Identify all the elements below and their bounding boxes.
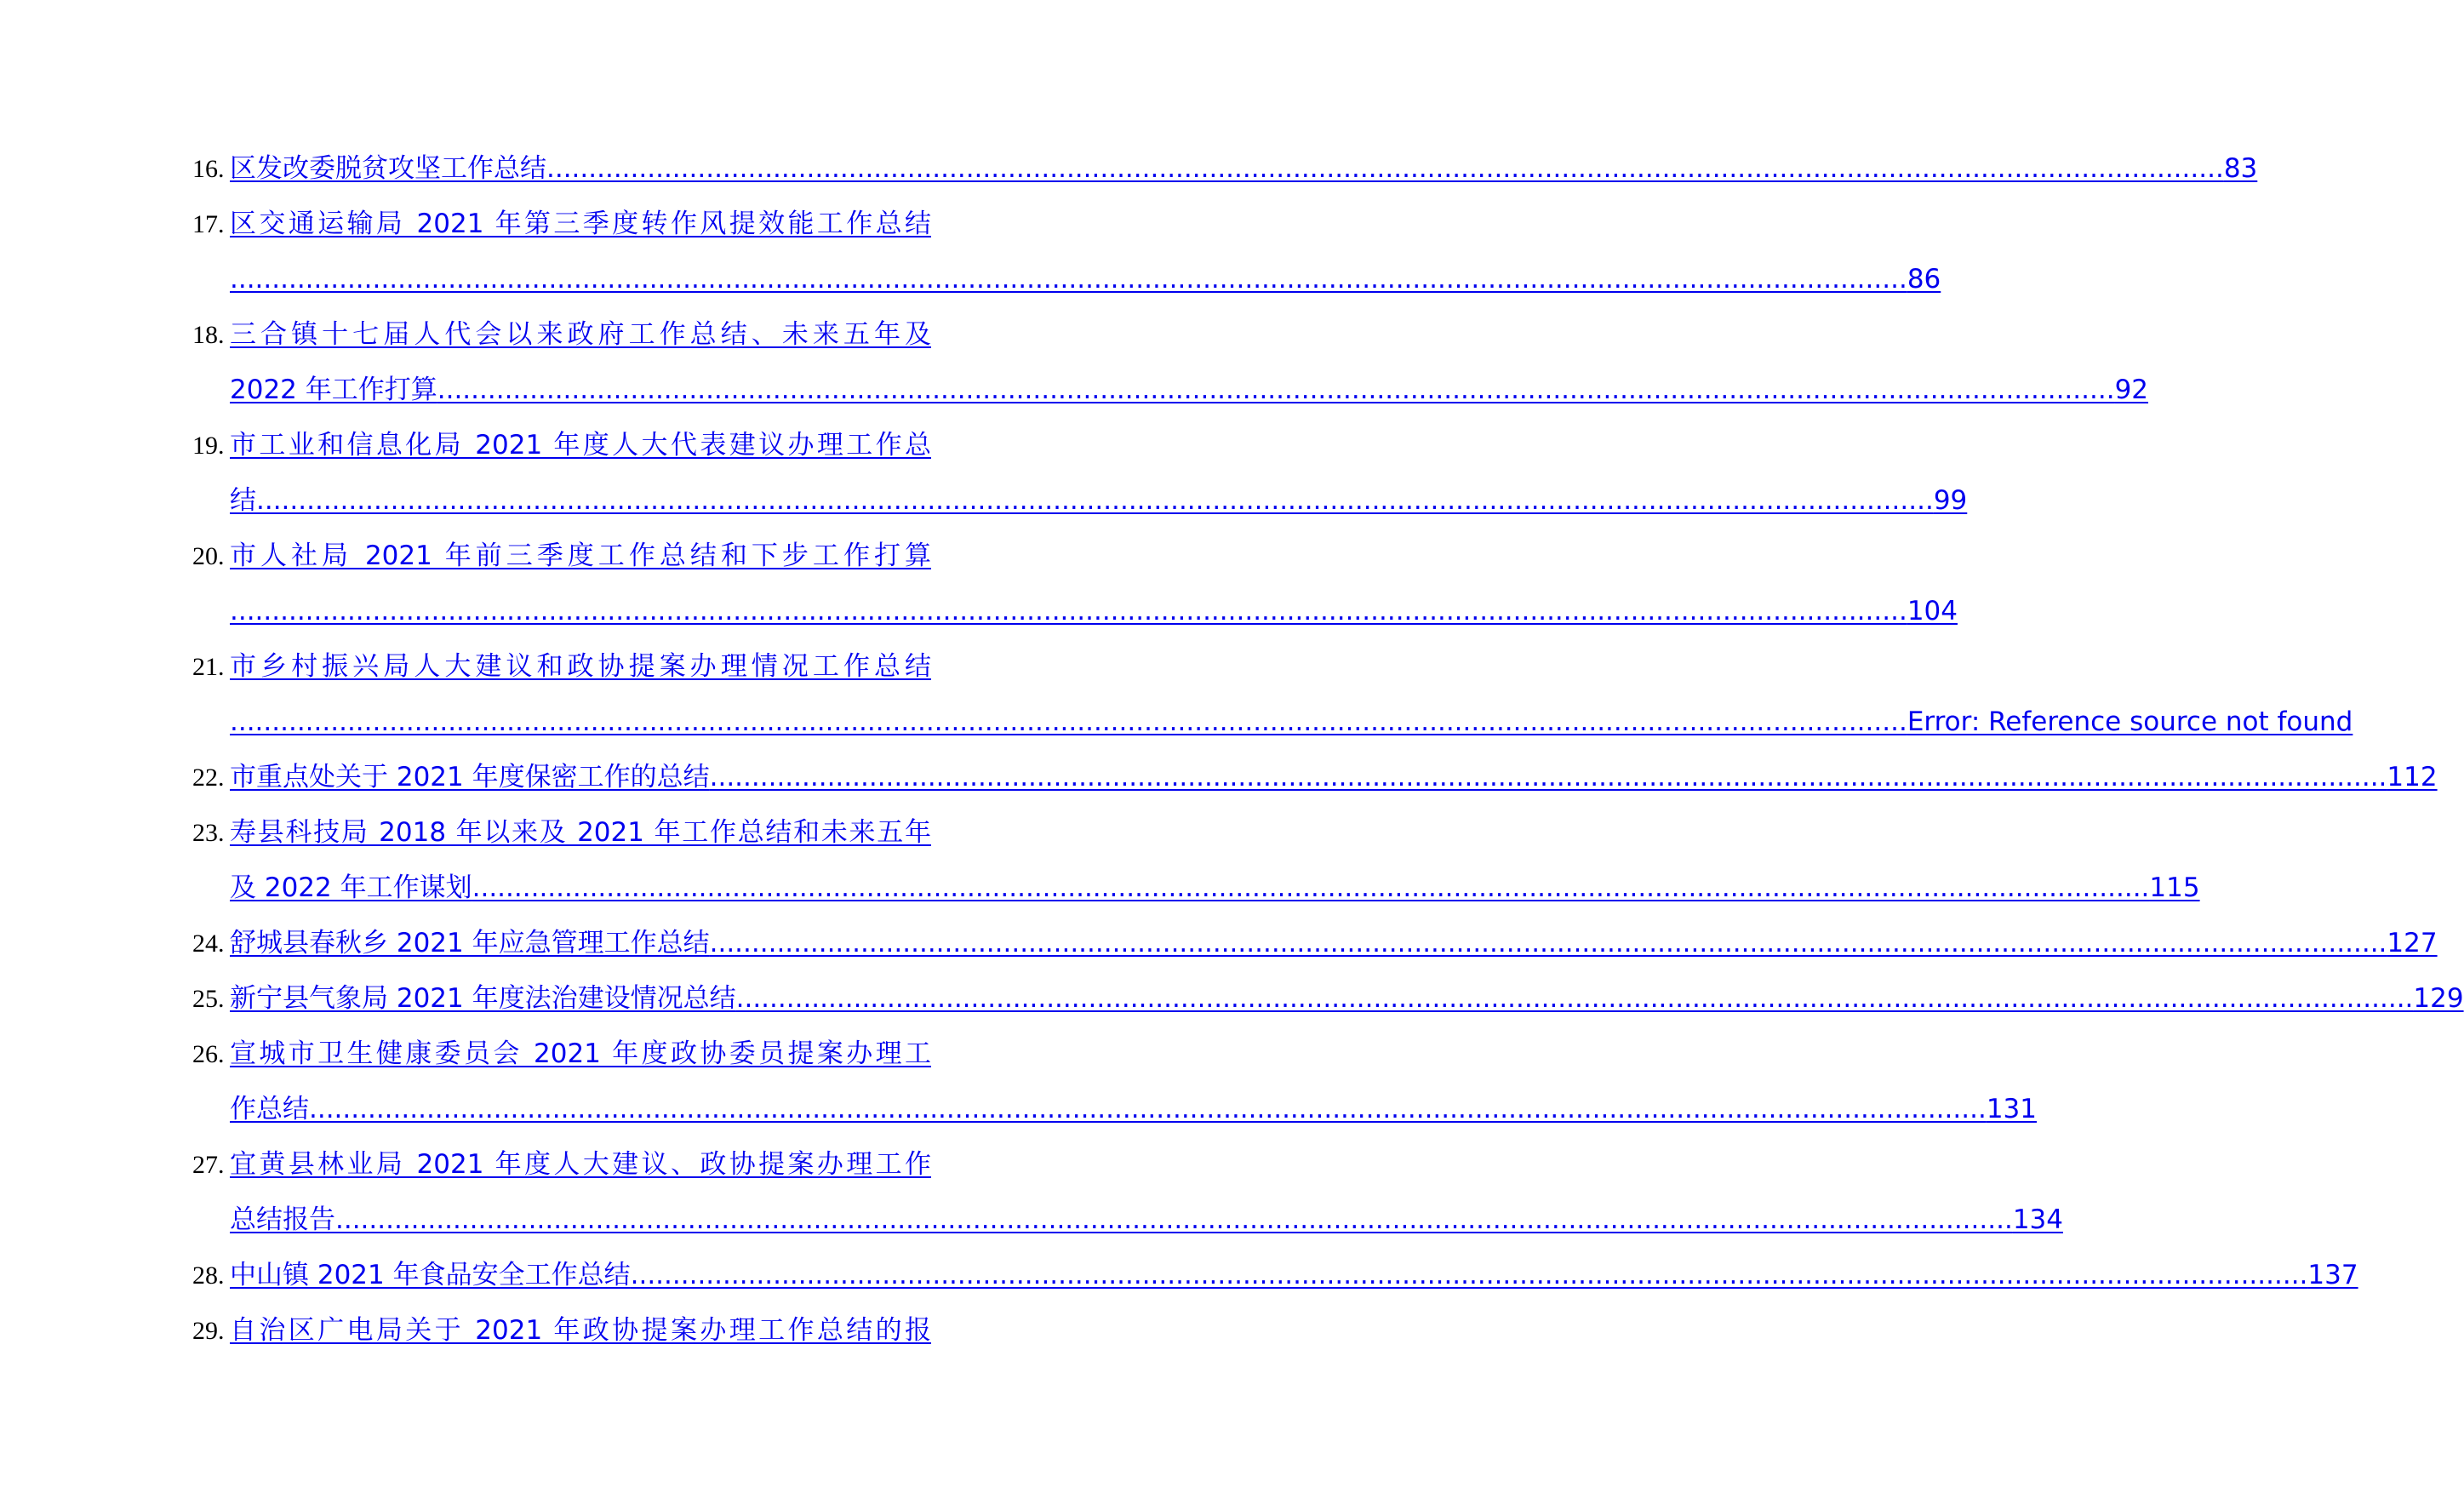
toc-entry-title-line[interactable]: 寿县科技局 2018 年以来及 2021 年工作总结和未来五年 (230, 817, 931, 848)
toc-entry-page-line[interactable] (230, 363, 2149, 418)
toc-entry-title-tail[interactable]: 市重点处关于 2021 年度保密工作的总结 (230, 762, 710, 792)
toc-entry (192, 805, 2200, 916)
toc-entry-title-line[interactable]: 区交通运输局 2021 年第三季度转作风提效能工作总结 (230, 209, 931, 239)
toc-leader-dots: ........................................................................................................................................................................................................ (709, 928, 2387, 958)
toc-leader-dots: ........................................................................................................................................................................................................ (546, 153, 2224, 184)
toc-entry-link[interactable] (230, 1303, 931, 1359)
toc-leader-dots: ........................................................................................................................................................................................................ (335, 1204, 2013, 1235)
toc-entry (192, 307, 2149, 418)
toc-entry-title-line[interactable]: 自治区广电局关于 2021 年政协提案办理工作总结的报 (230, 1315, 931, 1346)
toc-entry-number: 17. (192, 210, 225, 238)
toc-entry-page-line[interactable] (230, 971, 2464, 1027)
toc-entry-number: 23. (192, 819, 225, 847)
toc-entry-title-line[interactable]: 三合镇十七届人代会以来政府工作总结、未来五年及 (230, 319, 931, 350)
toc-entry (192, 529, 1958, 639)
toc-entry-page-line[interactable] (230, 1082, 2037, 1137)
toc-page-number[interactable]: 131 (1986, 1094, 2037, 1124)
toc-entry (192, 971, 2464, 1027)
toc-entry-title-tail[interactable]: 2022 年工作打算 (230, 375, 437, 405)
toc-entry-number: 21. (192, 653, 225, 681)
toc-entry-link[interactable] (230, 197, 1941, 307)
toc-entry-number: 16. (192, 155, 225, 183)
toc-entry-title-tail[interactable]: 作总结 (230, 1094, 309, 1124)
toc-entry-title-line[interactable]: 宜黄县林业局 2021 年度人大建议、政协提案办理工作 (230, 1149, 931, 1180)
toc-entry-link[interactable] (230, 805, 2200, 916)
toc-entry-page-line[interactable] (230, 916, 2438, 971)
toc-entry-page-line[interactable] (230, 252, 1941, 307)
toc-entry-link[interactable] (230, 529, 1958, 639)
toc-entry-link[interactable] (230, 141, 2258, 197)
toc-entry-number: 18. (192, 321, 225, 349)
toc-entry-number: 22. (192, 764, 225, 792)
toc-page-number[interactable]: Error: Reference source not found (1907, 706, 2353, 737)
toc-leader-dots: ........................................................................................................................................................................................................ (256, 485, 1934, 516)
toc-entry-title-line[interactable]: 宣城市卫生健康委员会 2021 年度政协委员提案办理工 (230, 1038, 931, 1069)
toc-leader-dots: ........................................................................................................................................................................................................ (230, 264, 1907, 295)
toc-entry-link[interactable] (230, 750, 2438, 805)
toc-entry-page-line[interactable] (230, 695, 2353, 750)
toc-entry-number: 29. (192, 1317, 225, 1345)
toc-entry (192, 1303, 931, 1359)
table-of-contents (192, 141, 2464, 1359)
toc-leader-dots: ........................................................................................................................................................................................................ (230, 706, 1907, 737)
toc-page-number[interactable]: 134 (2012, 1204, 2063, 1235)
toc-entry-title-tail[interactable]: 结 (230, 485, 256, 516)
toc-page-number[interactable]: 104 (1907, 596, 1958, 626)
toc-entry-page-line[interactable] (230, 750, 2438, 805)
toc-entry-page-line[interactable] (230, 473, 1968, 529)
toc-leader-dots: ........................................................................................................................................................................................................ (709, 762, 2387, 792)
toc-entry-number: 20. (192, 542, 225, 570)
toc-leader-dots: ........................................................................................................................................................................................................ (735, 983, 2414, 1014)
toc-page-number[interactable]: 92 (2114, 375, 2149, 405)
toc-entry (192, 916, 2438, 971)
toc-entry-title-tail[interactable]: 总结报告 (230, 1204, 335, 1235)
toc-leader-dots: ........................................................................................................................................................................................................ (630, 1260, 2308, 1290)
toc-entry (192, 750, 2438, 805)
toc-page-number[interactable]: 127 (2387, 928, 2438, 958)
toc-entry-title-line[interactable]: 市工业和信息化局 2021 年度人大代表建议办理工作总 (230, 430, 931, 460)
toc-entry-title-line[interactable]: 市人社局 2021 年前三季度工作总结和下步工作打算 (230, 541, 931, 571)
toc-leader-dots: ........................................................................................................................................................................................................ (230, 596, 1907, 626)
toc-entry-number: 26. (192, 1040, 225, 1068)
toc-entry (192, 1137, 2063, 1248)
toc-entry-link[interactable] (230, 916, 2438, 971)
toc-entry-title-tail[interactable]: 区发改委脱贫攻坚工作总结 (230, 153, 546, 184)
toc-entry-number: 25. (192, 985, 225, 1013)
toc-entry (192, 639, 2353, 750)
toc-page-number[interactable]: 83 (2223, 153, 2258, 184)
toc-entry-number: 27. (192, 1151, 225, 1179)
toc-entry (192, 141, 2258, 197)
toc-entry-page-line[interactable] (230, 1248, 2358, 1303)
toc-leader-dots: ........................................................................................................................................................................................................ (472, 872, 2150, 903)
toc-entry-title-line[interactable]: 市乡村振兴局人大建议和政协提案办理情况工作总结 (230, 651, 931, 682)
toc-leader-dots: ........................................................................................................................................................................................................ (309, 1094, 1987, 1124)
toc-page-number[interactable]: 129 (2413, 983, 2464, 1014)
toc-entry-page-line[interactable] (230, 861, 2200, 916)
toc-entry-title-tail[interactable]: 新宁县气象局 2021 年度法治建设情况总结 (230, 983, 736, 1014)
toc-entry-link[interactable] (230, 639, 2353, 750)
toc-entry-page-line[interactable] (230, 584, 1958, 639)
toc-entry-number: 24. (192, 930, 225, 958)
toc-entry-link[interactable] (230, 418, 1968, 529)
toc-entry (192, 1248, 2358, 1303)
toc-entry-title-tail[interactable]: 及 2022 年工作谋划 (230, 872, 472, 903)
toc-entry (192, 197, 1941, 307)
toc-page-number[interactable]: 137 (2307, 1260, 2358, 1290)
toc-entry-title-tail[interactable]: 中山镇 2021 年食品安全工作总结 (230, 1260, 631, 1290)
toc-entry-link[interactable] (230, 971, 2464, 1027)
toc-entry (192, 418, 1968, 529)
toc-entry-page-line[interactable] (230, 141, 2258, 197)
toc-page-number[interactable]: 112 (2387, 762, 2438, 792)
toc-page-number[interactable]: 115 (2149, 872, 2200, 903)
toc-entry-link[interactable] (230, 1248, 2358, 1303)
toc-entry-link[interactable] (230, 1027, 2037, 1137)
toc-entry-link[interactable] (230, 307, 2149, 418)
toc-page-number[interactable]: 86 (1907, 264, 1941, 295)
toc-entry-number: 28. (192, 1261, 225, 1290)
toc-entry-link[interactable] (230, 1137, 2063, 1248)
toc-entry-number: 19. (192, 432, 225, 460)
toc-leader-dots: ........................................................................................................................................................................................................ (437, 375, 2115, 405)
toc-entry-page-line[interactable] (230, 1193, 2063, 1248)
toc-entry (192, 1027, 2037, 1137)
toc-entry-title-tail[interactable]: 舒城县春秋乡 2021 年应急管理工作总结 (230, 928, 710, 958)
toc-page-number[interactable]: 99 (1933, 485, 1968, 516)
